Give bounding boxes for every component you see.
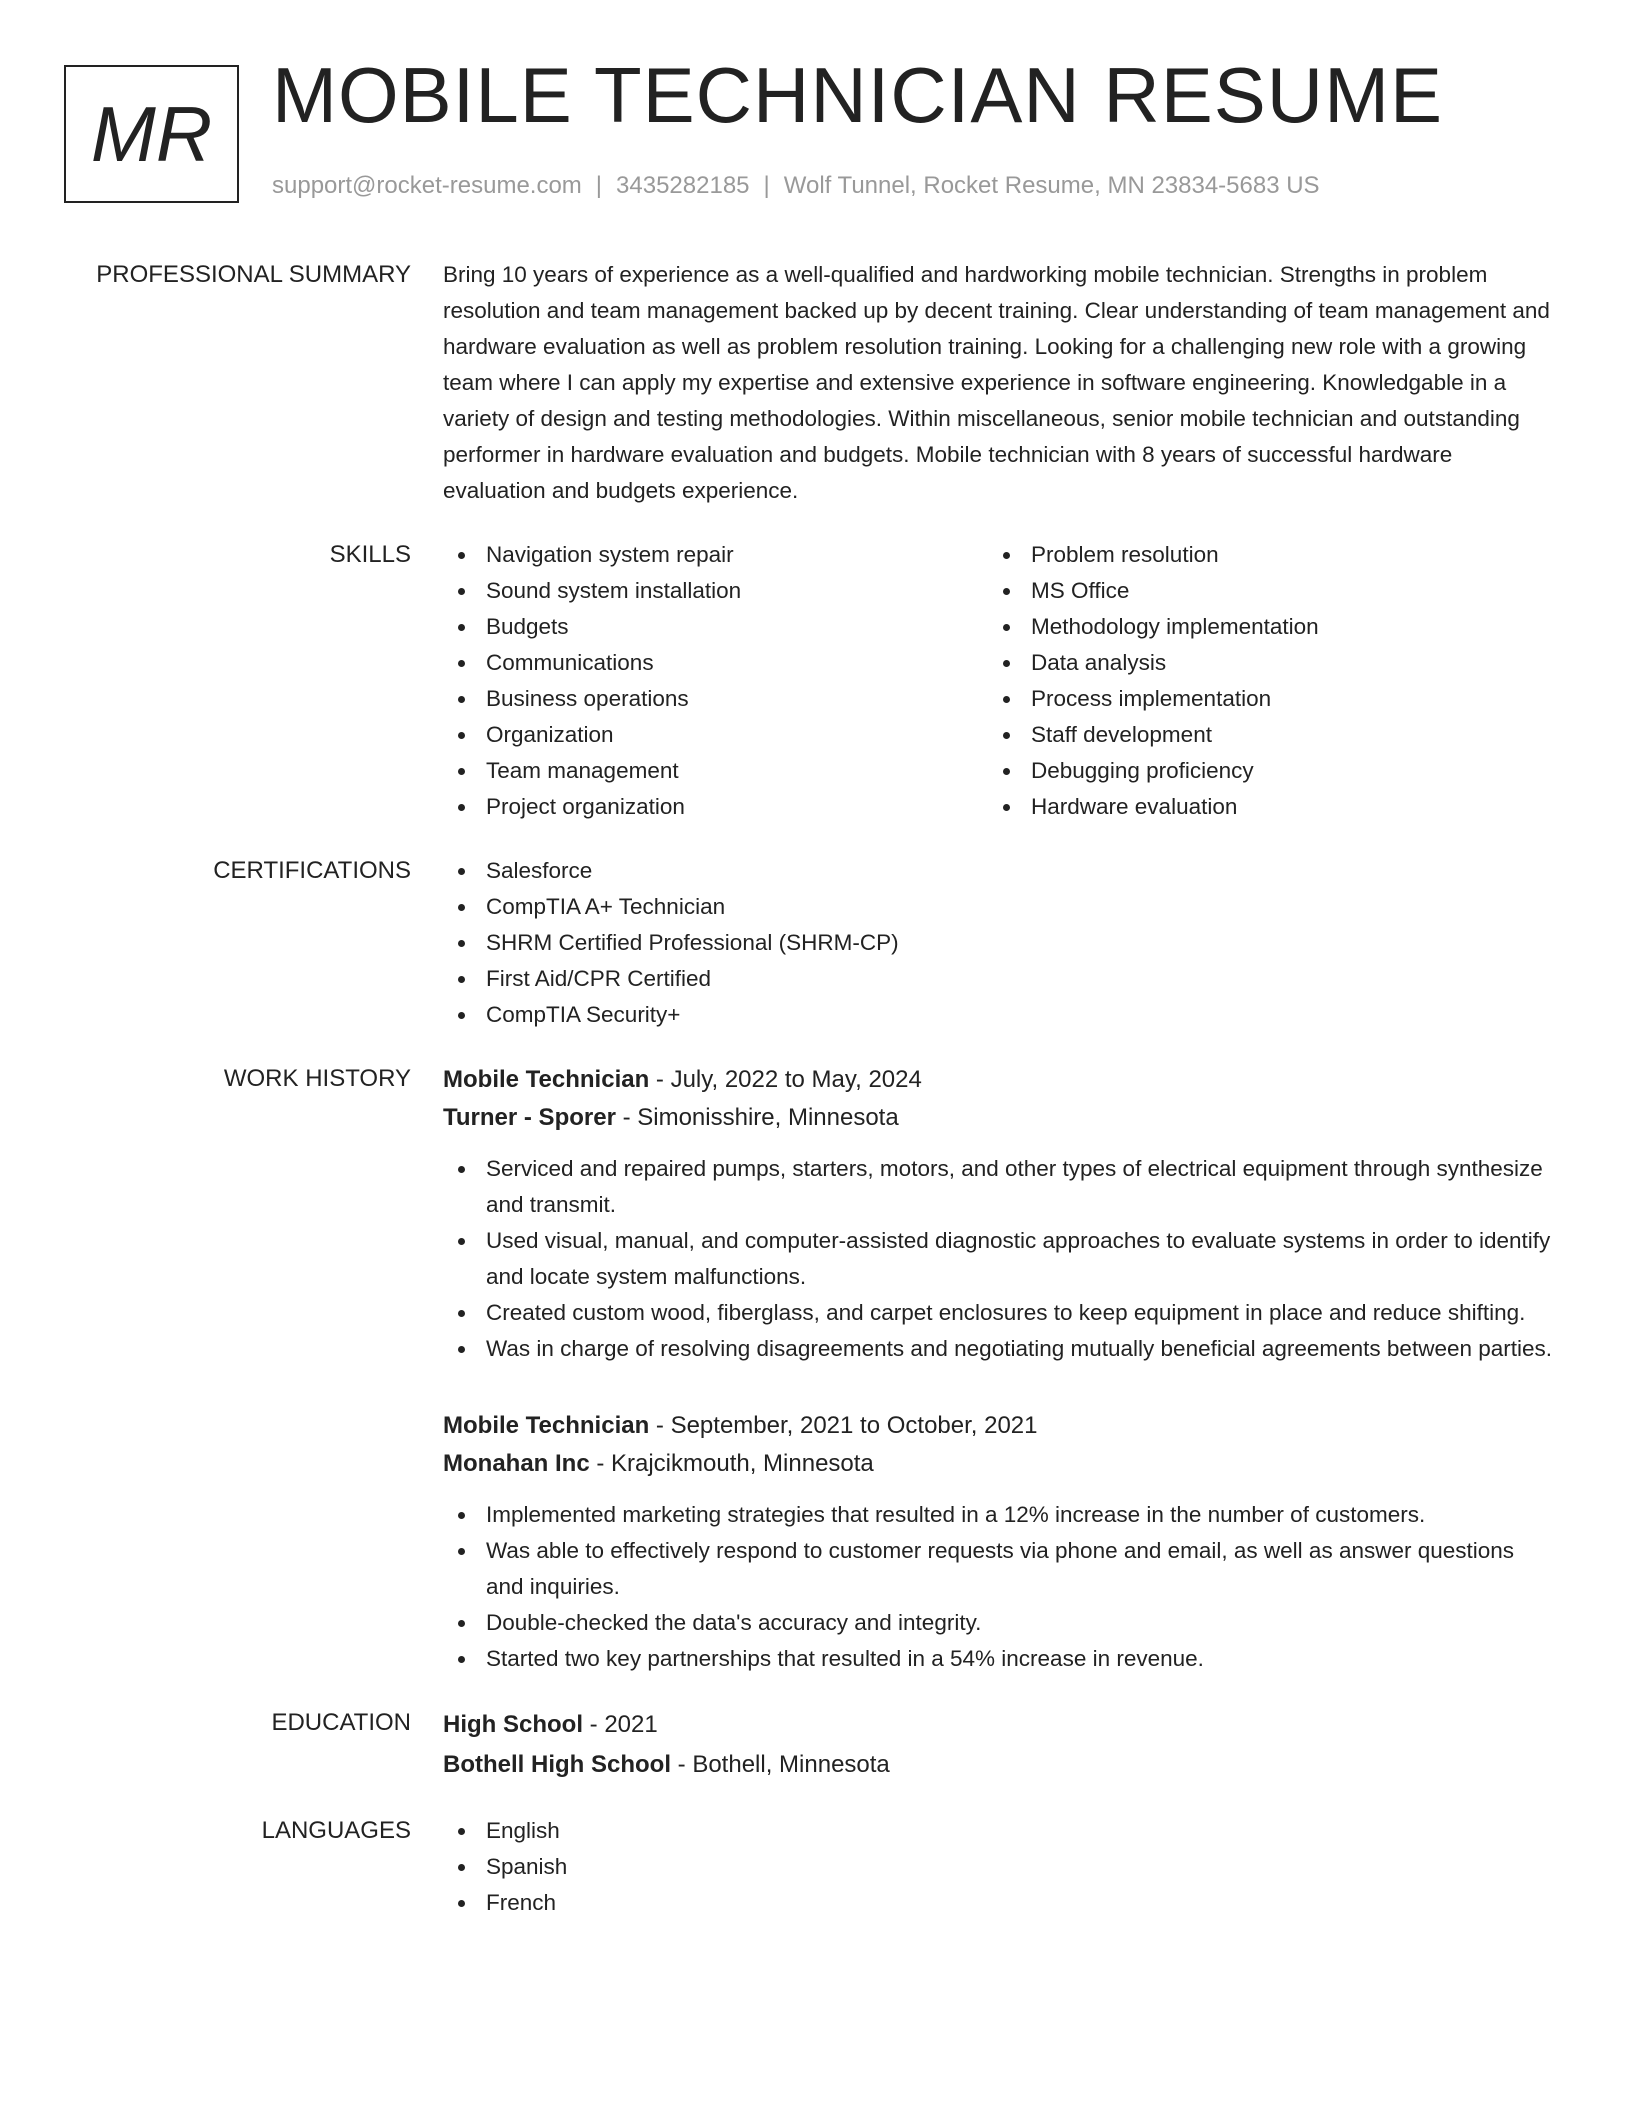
job-bullet: Serviced and repaired pumps, starters, motors, and other types of electrical equipment through synthesize and transmit. (443, 1151, 1553, 1223)
skill-item: Data analysis (988, 645, 1533, 681)
contact-line (272, 172, 1320, 200)
job-bullet: Was able to effectively respond to customer requests via phone and email, as well as answer questions and inquiries. (443, 1533, 1553, 1605)
job-title-line (443, 1061, 1553, 1099)
job-bullets (443, 1151, 1553, 1367)
job-entry (443, 1061, 1553, 1367)
education-section (0, 1705, 1632, 1785)
job-entry (443, 1407, 1553, 1677)
skill-item: Business operations (443, 681, 988, 717)
skill-item: Project organization (443, 789, 988, 825)
job-company-line (443, 1099, 1553, 1137)
job-bullet: Started two key partnerships that resulted in a 54% increase in revenue. (443, 1641, 1553, 1677)
contact-address: Wolf Tunnel, Rocket Resume, MN 23834-5683 US (783, 172, 1320, 199)
job-location: - Simonisshire, Minnesota (615, 1104, 899, 1131)
section-heading: PROFESSIONAL SUMMARY (96, 261, 411, 288)
section-heading: SKILLS (329, 541, 411, 568)
monogram-logo: MR (64, 65, 239, 203)
education-location: - Bothell, Minnesota (671, 1751, 890, 1778)
contact-email: support@rocket-resume.com (272, 172, 582, 199)
language-item: Spanish (443, 1849, 1553, 1885)
skill-item: Budgets (443, 609, 988, 645)
skill-item: Problem resolution (988, 537, 1533, 573)
skills-list-right (988, 537, 1533, 825)
summary-section (0, 257, 1632, 509)
job-bullet: Was in charge of resolving disagreements and negotiating mutually beneficial agreements between parties. (443, 1331, 1553, 1367)
summary-text: Bring 10 years of experience as a well-qualified and hardworking mobile technician. Strengths in problem resolution and team management backed up by decent training. Clear understanding of team management and hardware evaluation as well as problem resolution training. Looking for a challenging new role with a growing team where I can apply my expertise and extensive experience in software engineering. Knowledgable in a variety of design and testing methodologies. Within miscellaneous, senior mobile technician and outstanding performer in hardware evaluation and budgets. Mobile technician with 8 years of successful hardware evaluation and budgets experience. (443, 262, 1550, 503)
skills-list-left (443, 537, 988, 825)
languages-list (443, 1813, 1553, 1921)
skill-item: Communications (443, 645, 988, 681)
job-dates: - July, 2022 to May, 2024 (649, 1066, 922, 1093)
certifications-section (0, 853, 1632, 1033)
job-title: Mobile Technician (443, 1066, 650, 1093)
education-degree: High School (443, 1711, 583, 1738)
job-dates: - September, 2021 to October, 2021 (649, 1412, 1038, 1439)
skill-item: Hardware evaluation (988, 789, 1533, 825)
skill-item: Team management (443, 753, 988, 789)
job-title: Mobile Technician (443, 1412, 650, 1439)
certification-item: First Aid/CPR Certified (443, 961, 1553, 997)
certifications-list (443, 853, 1553, 1033)
job-bullets (443, 1497, 1553, 1677)
section-heading: CERTIFICATIONS (213, 857, 411, 884)
skills-section (0, 537, 1632, 825)
skill-item: Staff development (988, 717, 1533, 753)
skill-item: MS Office (988, 573, 1533, 609)
job-bullet: Used visual, manual, and computer-assisted diagnostic approaches to evaluate systems in order to identify and locate system malfunctions. (443, 1223, 1553, 1295)
contact-phone: 3435282185 (616, 172, 750, 199)
education-degree-line (443, 1705, 1553, 1745)
resume-content (0, 257, 1632, 1949)
skill-item: Sound system installation (443, 573, 988, 609)
certification-item: CompTIA A+ Technician (443, 889, 1553, 925)
skill-item: Navigation system repair (443, 537, 988, 573)
job-bullet: Created custom wood, fiberglass, and carpet enclosures to keep equipment in place and reduce shifting. (443, 1295, 1553, 1331)
contact-separator: | (763, 172, 770, 199)
skill-item: Debugging proficiency (988, 753, 1533, 789)
certification-item: SHRM Certified Professional (SHRM-CP) (443, 925, 1553, 961)
job-bullet: Double-checked the data's accuracy and integrity. (443, 1605, 1553, 1641)
resume-title: MOBILE TECHNICIAN RESUME (272, 51, 1444, 139)
work-history-section (0, 1061, 1632, 1677)
skill-item: Organization (443, 717, 988, 753)
job-location: - Krajcikmouth, Minnesota (589, 1450, 874, 1477)
education-school-line (443, 1745, 1553, 1785)
education-year: - 2021 (583, 1711, 658, 1738)
job-company: Monahan Inc (443, 1450, 590, 1477)
language-item: French (443, 1885, 1553, 1921)
job-company: Turner - Sporer (443, 1104, 616, 1131)
languages-section (0, 1813, 1632, 1921)
education-school: Bothell High School (443, 1751, 671, 1778)
language-item: English (443, 1813, 1553, 1849)
skill-item: Process implementation (988, 681, 1533, 717)
section-heading: EDUCATION (271, 1709, 411, 1736)
contact-separator: | (595, 172, 603, 199)
section-heading: LANGUAGES (261, 1817, 411, 1844)
job-bullet: Implemented marketing strategies that resulted in a 12% increase in the number of customers. (443, 1497, 1553, 1533)
certification-item: Salesforce (443, 853, 1553, 889)
section-heading: WORK HISTORY (223, 1065, 411, 1092)
certification-item: CompTIA Security+ (443, 997, 1553, 1033)
skill-item: Methodology implementation (988, 609, 1533, 645)
job-title-line (443, 1407, 1553, 1445)
job-company-line (443, 1445, 1553, 1483)
